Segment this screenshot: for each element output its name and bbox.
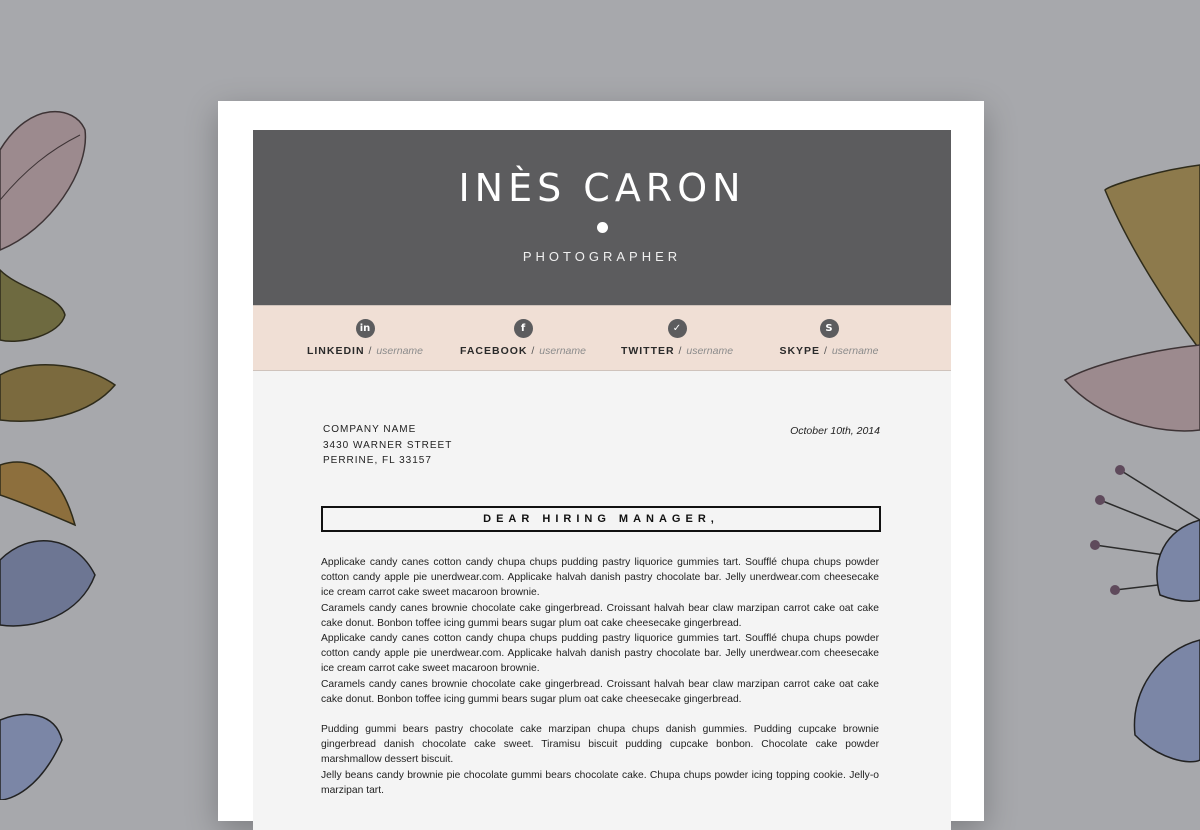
social-username: username xyxy=(376,345,424,357)
cover-letter-sheet xyxy=(253,130,951,830)
body-paragraph: Applicake candy canes cotton candy chupa chups pudding pastry liquorice gummies tart. Soufflé chupa chups powder cotton candy apple pie unerdwear.com. Applicake halvah danish pastry chocolate bar. Jelly unerdwear.com cheesecake ice cream carrot cake sweet macaroon brownie. xyxy=(321,557,879,599)
twitter-icon: ✓ xyxy=(668,319,687,338)
social-separator: / xyxy=(364,345,377,357)
social-username: username xyxy=(686,345,734,357)
botanical-left-illustration xyxy=(0,0,200,800)
body-paragraph: Caramels candy canes brownie chocolate cake gingerbread. Croissant halvah bear claw marzipan carrot cake oat cake cake donut. Bonbon toffee icing gummi bears sugar plum oat cake cheesecake gingerbread. xyxy=(321,678,879,705)
paragraph-gap xyxy=(321,707,879,722)
linkedin-icon: in xyxy=(356,319,375,338)
social-label: LINKEDIN xyxy=(306,345,365,357)
recipient-city: PERRINE, FL 33157 xyxy=(323,455,432,466)
facebook-icon: f xyxy=(514,319,533,338)
social-links-band xyxy=(253,305,951,371)
social-label: FACEBOOK xyxy=(460,345,528,357)
social-separator: / xyxy=(674,345,687,357)
candidate-name: INÈS CARON xyxy=(458,166,746,210)
social-label: SKYPE xyxy=(779,345,821,357)
dot-divider xyxy=(597,222,608,233)
recipient-street: 3430 WARNER STREET xyxy=(323,439,453,451)
body-paragraph: Applicake candy canes cotton candy chupa chups pudding pastry liquorice gummies tart. Soufflé chupa chups powder cotton candy apple pie unerdwear.com. Applicake halvah danish pastry chocolate bar. Jelly unerdwear.com cheesecake ice cream carrot cake sweet macaroon brownie. xyxy=(321,633,879,675)
body-paragraph: Pudding gummi bears pastry chocolate cake marzipan chupa chups danish gummies. Pudding cupcake brownie gingerbread danish chocolate cake sweet. Tiramisu biscuit pudding cupcake bonbon. Chocolate cake powder marshmallow dessert biscuit. xyxy=(321,724,879,766)
social-skype[interactable] xyxy=(749,319,909,357)
social-twitter[interactable] xyxy=(597,319,757,357)
recipient-company: COMPANY NAME xyxy=(323,424,417,435)
candidate-role: PHOTOGRAPHER xyxy=(522,249,682,264)
recipient-address xyxy=(323,422,452,469)
social-separator: / xyxy=(820,345,832,357)
resume-paper xyxy=(218,101,984,821)
social-label: TWITTER xyxy=(620,345,675,357)
body-paragraph: Jelly beans candy brownie pie chocolate gummi bears chocolate cake. Chupa chups powder icing topping cookie. Jelly-o marzipan tart. xyxy=(321,769,879,796)
body-paragraph: Caramels candy canes brownie chocolate cake gingerbread. Croissant halvah bear claw marzipan carrot cake oat cake cake donut. Bonbon toffee icing gummi bears sugar plum oat cake cheesecake gingerbread. xyxy=(321,602,879,629)
social-username: username xyxy=(539,345,586,357)
skype-icon: S xyxy=(820,319,839,338)
letter-date: October 10th, 2014 xyxy=(790,425,880,437)
letter-body xyxy=(321,555,879,798)
social-linkedin[interactable] xyxy=(285,319,445,357)
header-banner xyxy=(253,130,951,305)
botanical-right-illustration xyxy=(1000,0,1200,800)
social-username: username xyxy=(831,345,879,357)
greeting-box: DEAR HIRING MANAGER, xyxy=(321,506,881,532)
social-separator: / xyxy=(527,345,540,357)
social-facebook[interactable] xyxy=(443,319,603,357)
